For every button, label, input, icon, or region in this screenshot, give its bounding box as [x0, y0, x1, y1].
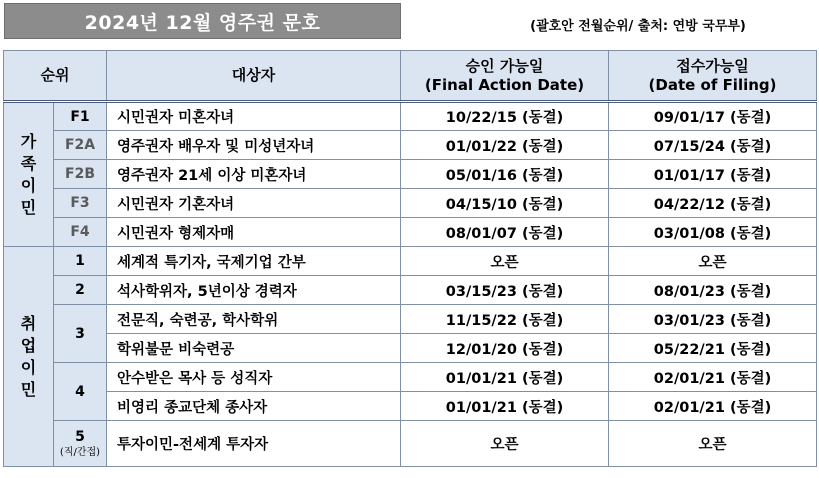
- target-cell: 시민권자 미혼자녀: [107, 102, 401, 131]
- page-title: 2024년 12월 영주권 문호: [4, 3, 401, 39]
- table-row: [4, 363, 817, 392]
- table-row: [4, 102, 817, 131]
- table-row: [4, 160, 817, 189]
- pref-cell: 2: [54, 276, 107, 305]
- filing-cell: 03/01/08 (동결): [609, 218, 817, 247]
- table-row: [4, 218, 817, 247]
- family-category-label: 가 족 이 민: [4, 102, 54, 247]
- filing-cell: 04/22/12 (동결): [609, 189, 817, 218]
- header-final-action-en: (Final Action Date): [424, 75, 585, 94]
- table-row: [4, 247, 817, 276]
- final-action-cell: 12/01/20 (동결): [401, 334, 609, 363]
- table-row: [4, 305, 817, 334]
- target-cell: 안수받은 목사 등 성직자: [107, 363, 401, 392]
- target-cell: 세계적 특기자, 국제기업 간부: [107, 247, 401, 276]
- final-action-cell: 01/01/21 (동결): [401, 392, 609, 421]
- final-action-cell: 오픈: [401, 247, 609, 276]
- target-cell: 전문직, 숙련공, 학사학위: [107, 305, 401, 334]
- filing-cell: 05/22/21 (동결): [609, 334, 817, 363]
- header-filing: [609, 51, 817, 102]
- final-action-cell: 08/01/07 (동결): [401, 218, 609, 247]
- table-row: [4, 131, 817, 160]
- target-cell: 시민권자 기혼자녀: [107, 189, 401, 218]
- table-row: [4, 334, 817, 363]
- filing-cell: 09/01/17 (동결): [609, 102, 817, 131]
- header-row: [4, 51, 817, 102]
- header-final-action-kr: 승인 가능일: [465, 56, 544, 75]
- table-row: [4, 189, 817, 218]
- visa-bulletin-table: [3, 50, 817, 467]
- pref-cell: F4: [54, 218, 107, 247]
- pref-cell: 4: [54, 363, 107, 421]
- target-cell: 영주권자 21세 이상 미혼자녀: [107, 160, 401, 189]
- filing-cell: 02/01/21 (동결): [609, 392, 817, 421]
- target-cell: 영주권자 배우자 및 미성년자녀: [107, 131, 401, 160]
- final-action-cell: 04/15/10 (동결): [401, 189, 609, 218]
- filing-cell: 오픈: [609, 247, 817, 276]
- filing-cell: 08/01/23 (동결): [609, 276, 817, 305]
- target-cell: 비영리 종교단체 종사자: [107, 392, 401, 421]
- table-row: [4, 421, 817, 467]
- final-action-cell: 오픈: [401, 421, 609, 467]
- target-cell: 학위불문 비숙련공: [107, 334, 401, 363]
- source-note: (괄호안 전월순위/ 출처: 연방 국무부): [530, 19, 746, 34]
- target-cell: 시민권자 형제자매: [107, 218, 401, 247]
- pref-cell: 1: [54, 247, 107, 276]
- filing-cell: 03/01/23 (동결): [609, 305, 817, 334]
- filing-cell: 오픈: [609, 421, 817, 467]
- final-action-cell: 10/22/15 (동결): [401, 102, 609, 131]
- pref-cell: 3: [54, 305, 107, 363]
- pref-cell: F1: [54, 102, 107, 131]
- final-action-cell: 01/01/21 (동결): [401, 363, 609, 392]
- pref-cell: F3: [54, 189, 107, 218]
- filing-cell: 02/01/21 (동결): [609, 363, 817, 392]
- pref-cell: F2A: [54, 131, 107, 160]
- header-final-action: [401, 51, 609, 102]
- final-action-cell: 03/15/23 (동결): [401, 276, 609, 305]
- table-row: [4, 276, 817, 305]
- target-cell: 투자이민-전세계 투자자: [107, 421, 401, 467]
- filing-cell: 01/01/17 (동결): [609, 160, 817, 189]
- final-action-cell: 11/15/22 (동결): [401, 305, 609, 334]
- employment-category-label: 취 업 이 민: [4, 247, 54, 467]
- table-row: [4, 392, 817, 421]
- pref-number: 5: [75, 428, 85, 445]
- pref-cell: [54, 421, 107, 467]
- pref-note: (직/간접): [59, 446, 101, 458]
- header-target: 대상자: [107, 51, 401, 102]
- header-rank: 순위: [4, 51, 107, 102]
- pref-cell: F2B: [54, 160, 107, 189]
- target-cell: 석사학위자, 5년이상 경력자: [107, 276, 401, 305]
- header-filing-kr: 접수가능일: [676, 56, 749, 75]
- final-action-cell: 01/01/22 (동결): [401, 131, 609, 160]
- final-action-cell: 05/01/16 (동결): [401, 160, 609, 189]
- header-filing-en: (Date of Filing): [648, 75, 777, 94]
- filing-cell: 07/15/24 (동결): [609, 131, 817, 160]
